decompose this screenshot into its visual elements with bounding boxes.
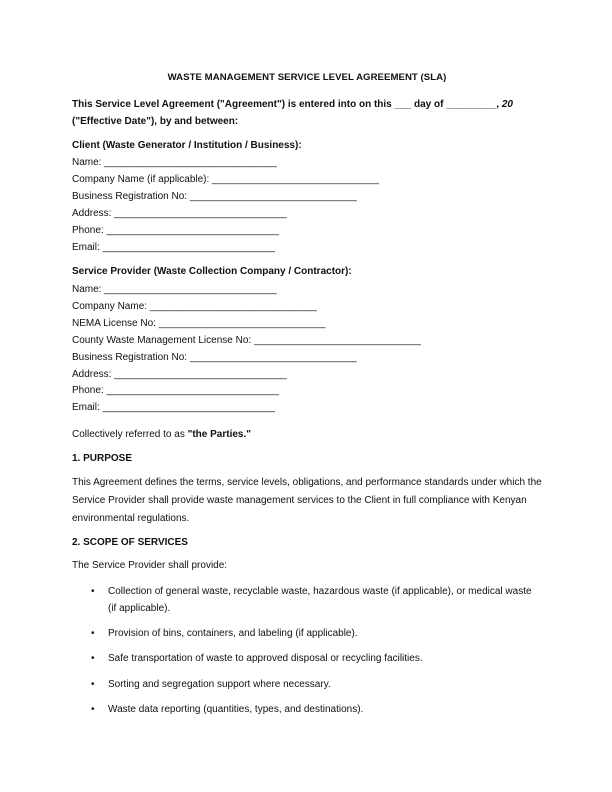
bullet-icon: • [91, 627, 95, 639]
bullet-icon: • [91, 653, 95, 665]
provider-fields [72, 282, 421, 417]
list-item [72, 677, 542, 694]
section-1-heading: 1. PURPOSE [72, 453, 133, 464]
list-item [72, 626, 542, 643]
scope-item-sorting: Sorting and segregation support where necessary. [108, 678, 331, 690]
client-phone-field: Phone: _______________________________ [72, 224, 279, 236]
client-company-name-field: Company Name (if applicable): ______________________________ [72, 173, 379, 185]
intro-paragraph [72, 96, 547, 130]
section-1-body: This Agreement defines the terms, service levels, obligations, and performance standards under which the Service Provider shall provide waste management services to the Client in full compliance with Kenyan environmental regulations. [72, 477, 542, 524]
client-address-field: Address: _______________________________ [72, 207, 287, 219]
scope-item-transport: Safe transportation of waste to approved disposal or recycling facilities. [108, 653, 423, 665]
parties-term: "the Parties." [187, 429, 252, 440]
scope-bullet-list [72, 584, 542, 728]
provider-name-field: Name: _______________________________ [72, 284, 277, 295]
provider-business-registration-field: Business Registration No: ______________________________ [72, 351, 357, 363]
parties-statement [72, 426, 542, 444]
client-business-registration-field: Business Registration No: ______________________________ [72, 190, 357, 202]
provider-address-field: Address: _______________________________ [72, 368, 287, 380]
bullet-icon: • [91, 586, 95, 597]
provider-phone-field: Phone: _______________________________ [72, 385, 279, 397]
provider-heading: Service Provider (Waste Collection Company / Contractor): [72, 266, 352, 277]
intro-year: 20 [501, 99, 513, 110]
section-2-lead: The Service Provider shall provide: [72, 560, 228, 571]
document-title: WASTE MANAGEMENT SERVICE LEVEL AGREEMENT (SLA) [167, 72, 447, 83]
client-name-field: Name: _______________________________ [72, 157, 277, 168]
list-item [72, 702, 542, 719]
client-email-field: Email: _______________________________ [72, 241, 275, 253]
client-heading: Client (Waste Generator / Institution / Business): [72, 140, 302, 151]
list-item [72, 584, 542, 617]
provider-company-name-field: Company Name: ______________________________ [72, 300, 317, 312]
section-2-heading: 2. SCOPE OF SERVICES [72, 537, 188, 548]
scope-item-reporting: Waste data reporting (quantities, types, and destinations). [108, 704, 364, 716]
provider-email-field: Email: _______________________________ [72, 402, 275, 414]
scope-item-collection: Collection of general waste, recyclable waste, hazardous waste (if applicable), or medical waste (if applicable). [108, 586, 532, 614]
client-fields [72, 155, 379, 256]
list-item [72, 651, 542, 668]
intro-line-2: ("Effective Date"), by and between: [72, 116, 239, 127]
parties-prefix: Collectively referred to as [72, 429, 188, 440]
scope-item-bins: Provision of bins, containers, and labeling (if applicable). [108, 627, 358, 639]
provider-nema-license-field: NEMA License No: ______________________________ [72, 317, 326, 329]
bullet-icon: • [91, 704, 95, 716]
provider-county-license-field: County Waste Management License No: ______________________________ [72, 334, 421, 346]
intro-line-1: This Service Level Agreement ("Agreement") is entered into on this ___ day of _________, [72, 99, 500, 110]
bullet-icon: • [91, 678, 95, 690]
